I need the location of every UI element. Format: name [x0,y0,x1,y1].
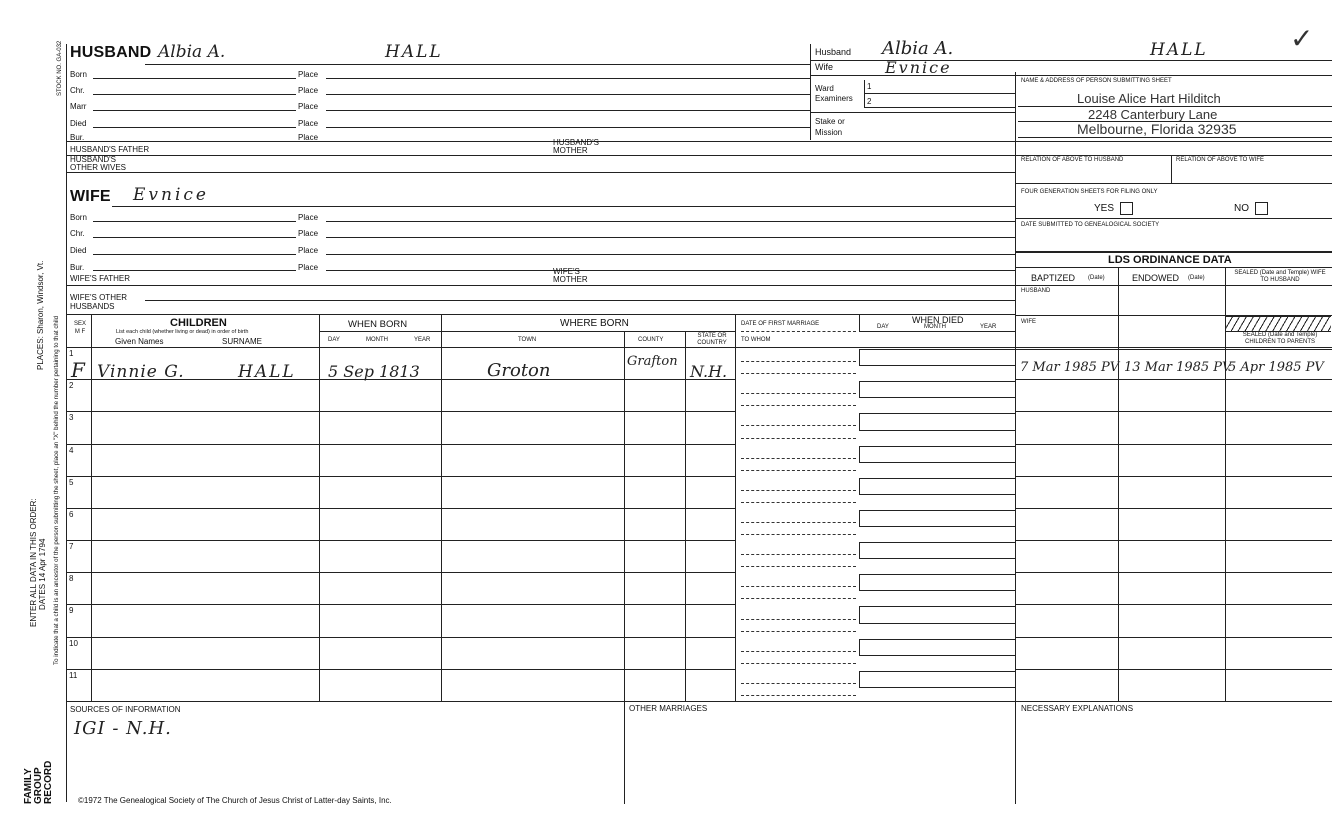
child-row-number: 10 [69,638,78,648]
fgr-word-1: FAMILY [23,768,34,804]
husband-marr-label: Marr [70,102,87,111]
examiners-label: Examiners [815,94,853,103]
ward-label: Ward [815,84,834,93]
child-row-rule [66,669,735,670]
header-wife-label: Wife [815,62,833,72]
ward-line-1-number: 1 [867,82,872,91]
husband-section-rule [66,141,1332,142]
no-label: NO [1234,203,1249,214]
child-row-number: 11 [69,670,78,680]
lds-header-rule [1015,285,1332,286]
born-month-header: MONTH [366,337,388,343]
when-born-header: WHEN BORN [348,319,408,330]
child-died-bracket [859,606,860,622]
footer-top-rule [66,701,1332,702]
wife-father-line [66,285,1015,286]
left-border [66,44,67,802]
child1-sex: F [71,358,85,382]
col-county-divider [685,331,686,701]
child-row-rule [66,476,735,477]
child1-baptized-date: 7 Mar 1985 PV [1020,360,1120,375]
children-top-rule [66,314,1015,315]
to-whom-header: TO WHOM [741,337,771,343]
husband-name-line [145,64,810,65]
child-died-line[interactable] [859,526,1015,527]
child-died-top-line [859,349,1015,350]
child-spouse-line[interactable] [741,663,856,664]
header-divider [810,44,811,140]
born-day-header: DAY [328,337,340,343]
died-day-header: DAY [877,324,889,330]
first-marriage-dash [741,331,856,332]
wife-born-place-line[interactable] [326,221,1015,222]
ward-rule [810,112,1015,113]
husband-died-place-label: Place [298,119,319,128]
endowed-date-hint: (Date) [1188,275,1205,281]
relation-top-rule [1015,155,1332,156]
child-spouse-line[interactable] [741,534,856,535]
wife-bur-place-line[interactable] [326,270,1015,271]
child-marriage-date-line[interactable] [741,651,856,652]
husband-marr-line[interactable] [93,110,296,111]
child-died-top-line [859,510,1015,511]
wife-name-line [112,206,1015,207]
died-year-header: YEAR [980,324,997,330]
child-died-bracket [859,413,860,429]
ancestor-indicator-note: To indicate that a child is an ancestor of the person submitting the sheet, place an "X" behind the number pertaining to that child [53,315,60,665]
husband-bur-place-label: Place [298,133,319,142]
header-wife-name: Evnice [885,58,952,77]
wife-bur-label: Bur. [70,263,85,272]
child-row-rule [66,637,735,638]
sealed-children-label: SEALED (Date and Temple) CHILDREN TO PARENTS [1242,332,1318,345]
necessary-explanations-label: NECESSARY EXPLANATIONS [1021,704,1134,713]
child-died-bracket [859,671,860,687]
date-submitted-label: DATE SUBMITTED TO GENEALOGICAL SOCIETY [1021,222,1160,228]
lds-row-rule [1015,444,1332,445]
family-group-record-title [24,744,54,804]
lds-row-rule [1015,379,1332,380]
child-spouse-line[interactable] [741,631,856,632]
sealed-wife-label: SEALED (Date and Temple) WIFE TO HUSBAND [1234,270,1326,283]
col-died-header-divider [859,314,860,331]
given-names-header: Given Names [115,337,164,346]
child1-state: N.H. [690,362,728,381]
header-husband-given: Albia A. [882,38,954,59]
child1-endowed-date: 13 Mar 1985 PV [1124,360,1232,375]
stake-mission-label: Stake or Mission [815,117,845,137]
child-died-line[interactable] [859,365,1015,366]
husband-other-wives-label: HUSBAND'S OTHER WIVES [70,155,127,172]
children-header-bottom-rule [66,347,1332,348]
husband-mother-label: HUSBAND'S MOTHER [553,138,599,155]
relation-husband-label: RELATION OF ABOVE TO HUSBAND [1021,157,1124,163]
wife-other-husbands-label: WIFE'S OTHER HUSBANDS [70,293,128,311]
ward-line-2[interactable] [864,107,1015,108]
four-gen-rule [1015,218,1332,219]
child-died-bracket [859,381,860,397]
submitter-name: Louise Alice Hart Hilditch [1077,91,1221,106]
header-wife-line [810,75,1332,76]
lds-ordinance-title: LDS ORDINANCE DATA [1108,254,1232,266]
wife-chr-line[interactable] [93,237,296,238]
child1-sealed-date: 5 Apr 1985 PV [1228,360,1324,375]
footer-divider [624,701,625,804]
child-died-line[interactable] [859,558,1015,559]
husband-born-place-line[interactable] [326,78,810,79]
child-spouse-line[interactable] [741,373,856,374]
wife-died-place-line[interactable] [326,254,1015,255]
lds-row-rule [1015,508,1332,509]
where-born-rule [442,331,735,332]
wife-chr-place-label: Place [298,229,319,238]
right-column-border [1015,72,1016,804]
child-row-number: 7 [69,542,74,552]
child-died-line[interactable] [859,687,1015,688]
child1-county: Grafton [627,354,678,369]
husband-born-line[interactable] [93,78,296,79]
sources-label: SOURCES OF INFORMATION [70,705,181,714]
child-marriage-date-line[interactable] [741,393,856,394]
stock-number: STOCK NO. GA-032 [57,40,63,96]
husband-born-place-label: Place [298,70,319,79]
header-husband-label: Husband [815,47,852,57]
fgr-word-3: RECORD [43,760,54,804]
child-row-rule [66,604,735,605]
child-row-number: 4 [69,445,74,455]
child-marriage-date-line[interactable] [741,522,856,523]
child-spouse-line[interactable] [741,405,856,406]
husband-title: HUSBAND [70,44,152,61]
ward-line-2-number: 2 [867,97,872,106]
surname-header: SURNAME [222,337,263,346]
child-spouse-line[interactable] [741,470,856,471]
husband-marr-place-label: Place [298,102,319,111]
col-town-divider [624,331,625,701]
wife-born-place-label: Place [298,213,319,222]
child-marriage-date-line[interactable] [741,361,856,362]
child1-given-names: Vinnie G. [97,362,185,382]
lds-husband-row-label: HUSBAND [1021,288,1051,294]
child-died-line[interactable] [859,494,1015,495]
child-died-bracket [859,510,860,526]
husband-chr-line[interactable] [93,94,296,95]
husband-died-label: Died [70,119,87,128]
child-row-number: 1 [69,349,74,358]
child-spouse-line[interactable] [741,566,856,567]
wife-chr-label: Chr. [70,229,85,238]
wife-chr-place-line[interactable] [326,237,1015,238]
born-year-header: YEAR [414,337,431,343]
enter-data-note: ENTER ALL DATA IN THIS ORDER: [29,498,38,627]
where-born-header: WHERE BORN [560,318,629,329]
wife-born-label: Born [70,213,87,222]
dates-note: DATES 14 Apr 1794 [38,538,47,610]
lds-row-rule [1015,411,1332,412]
relation-divider [1171,155,1172,183]
ward-line-1[interactable] [864,93,1015,94]
child-died-top-line [859,574,1015,575]
husband-father-line [66,155,1015,156]
four-generation-label: FOUR GENERATION SHEETS FOR FILING ONLY [1021,189,1158,195]
child-row-rule [66,444,735,445]
child-spouse-line[interactable] [741,438,856,439]
child-died-top-line [859,542,1015,543]
child-row-rule [66,572,735,573]
husband-surname: HALL [385,42,443,62]
wife-born-line[interactable] [93,221,296,222]
child-died-top-line [859,381,1015,382]
first-marriage-header: DATE OF FIRST MARRIAGE [741,321,820,327]
check-mark-icon: ✓ [1290,22,1314,55]
child-row-number: 2 [69,381,74,391]
when-died-rule [859,331,1015,332]
yes-checkbox[interactable] [1120,202,1133,215]
wife-died-line[interactable] [93,254,296,255]
lds-row-rule [1015,669,1332,670]
child-marriage-date-line[interactable] [741,683,856,684]
child-marriage-date-line[interactable] [741,554,856,555]
ward-divider [864,80,865,108]
child-died-top-line [859,671,1015,672]
yes-label: YES [1094,203,1115,214]
town-header: TOWN [518,337,537,343]
child-row-number: 8 [69,574,74,584]
wife-bur-place-label: Place [298,263,319,272]
child-died-top-line [859,478,1015,479]
sources-value: IGI - N.H. [74,718,172,739]
baptized-date-hint: (Date) [1088,275,1105,281]
lds-wife-rule [1015,349,1332,350]
husband-born-label: Born [70,70,87,79]
child-died-bracket [859,542,860,558]
husband-marr-place-line[interactable] [326,110,810,111]
wife-died-label: Died [70,246,87,255]
relation-bottom-rule [1015,183,1332,184]
child-died-top-line [859,446,1015,447]
child-marriage-date-line[interactable] [741,586,856,587]
lds-row-rule [1015,637,1332,638]
child-died-line[interactable] [859,430,1015,431]
child-spouse-line[interactable] [741,502,856,503]
husband-other-wives-line [66,172,1015,173]
child-marriage-date-line[interactable] [741,490,856,491]
child-died-top-line [859,413,1015,414]
child-row-number: 9 [69,606,74,616]
husband-died-place-line[interactable] [326,127,810,128]
child-died-line[interactable] [859,655,1015,656]
husband-given-name: Albia A. [158,42,226,62]
col-state-divider [735,314,736,701]
when-died-header: WHEN DIED [912,315,964,325]
child-row-number: 3 [69,413,74,423]
child-died-bracket [859,574,860,590]
header-husband-surname: HALL [1150,40,1208,60]
fgr-word-2: GROUP [33,767,44,804]
child-spouse-line[interactable] [741,695,856,696]
child-row-number: 6 [69,509,74,519]
child1-born-date: 5 Sep 1813 [328,362,420,381]
child-spouse-line[interactable] [741,598,856,599]
other-marriages-label: OTHER MARRIAGES [629,704,708,713]
husband-chr-label: Chr. [70,86,85,95]
child-row-rule [66,540,735,541]
submitter-street: 2248 Canterbury Lane [1088,107,1218,122]
wife-title: WIFE [70,188,111,205]
child1-town: Groton [487,360,551,381]
places-note: PLACES: Sharon, Windsor, Vt. [36,260,45,370]
children-hint: List each child (whether living or dead) in order of birth [116,329,249,335]
lds-row-rule [1015,572,1332,573]
child-died-line[interactable] [859,623,1015,624]
child-marriage-date-line[interactable] [741,458,856,459]
wife-other-husbands-line[interactable] [145,300,1015,301]
lds-title-rule [1015,267,1332,268]
lds-row-rule [1015,476,1332,477]
child-died-line[interactable] [859,590,1015,591]
wife-father-label: WIFE'S FATHER [70,274,131,283]
wife-bur-line[interactable] [93,270,296,271]
child-died-bracket [859,349,860,365]
husband-chr-place-line[interactable] [326,94,810,95]
wife-mother-label: WIFE'S MOTHER [553,267,588,284]
submitter-city: Melbourne, Florida 32935 [1077,121,1237,137]
child-died-bracket [859,639,860,655]
child-row-rule [66,508,735,509]
baptized-label: BAPTIZED [1031,273,1076,283]
wife-died-place-label: Place [298,246,319,255]
lds-row-rule [1015,540,1332,541]
died-month-header: MONTH [924,324,946,330]
husband-chr-place-label: Place [298,86,319,95]
child-marriage-date-line[interactable] [741,425,856,426]
when-born-rule [319,331,441,332]
husband-bur-label: Bur. [70,133,85,142]
copyright-text: ©1972 The Genealogical Society of The Church of Jesus Christ of Latter-day Saints, Inc. [78,796,392,805]
child-died-bracket [859,446,860,462]
lds-top-rule [1015,251,1332,253]
submitter-line-3 [1018,137,1332,138]
husband-father-label: HUSBAND'S FATHER [70,145,150,154]
county-header: COUNTY [638,337,664,343]
lds-wife-row-label: WIFE [1021,319,1036,325]
child-died-line[interactable] [859,462,1015,463]
child-row-rule [66,411,735,412]
submitter-label: NAME & ADDRESS OF PERSON SUBMITTING SHEET [1021,78,1172,84]
children-header: CHILDREN [170,317,227,329]
child-died-top-line [859,639,1015,640]
sex-header: SEX M F [73,321,86,335]
lds-row-rule [1015,604,1332,605]
child-died-bracket [859,478,860,494]
child-died-line[interactable] [859,397,1015,398]
wife-name: Evnice [133,185,209,205]
relation-wife-label: RELATION OF ABOVE TO WIFE [1176,157,1265,163]
child-row-number: 5 [69,477,74,487]
child-marriage-date-line[interactable] [741,619,856,620]
child1-surname: HALL [238,362,296,382]
no-checkbox[interactable] [1255,202,1268,215]
state-header: STATE OR COUNTRY [697,333,727,346]
child-died-top-line [859,606,1015,607]
sealed-hatched-area [1226,316,1331,332]
husband-died-line[interactable] [93,127,296,128]
endowed-label: ENDOWED [1132,273,1179,283]
